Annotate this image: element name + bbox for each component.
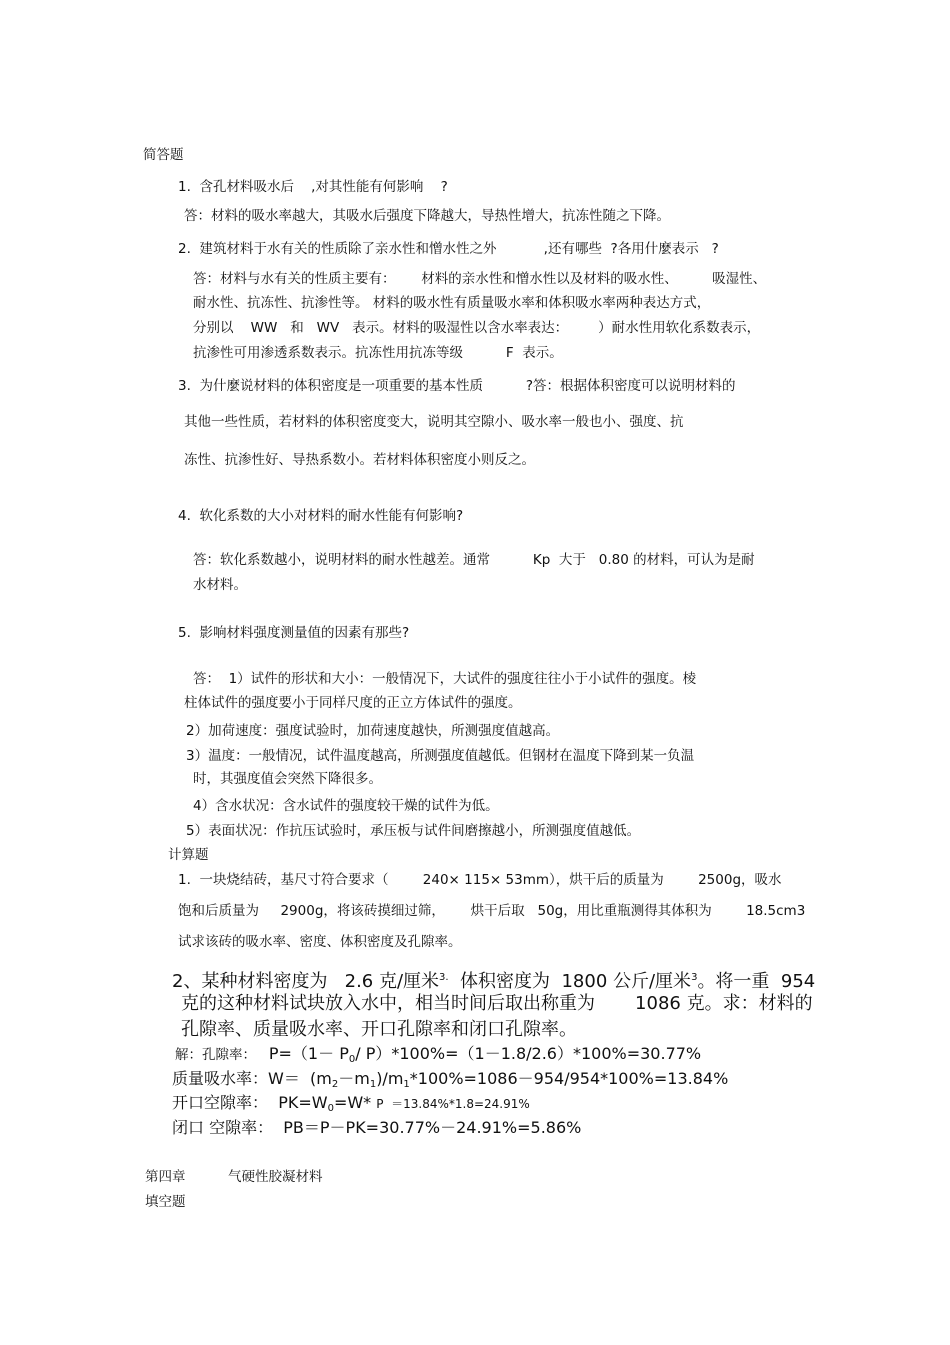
chapter-label: 第四章 [145, 1169, 186, 1185]
open-porosity-formula: P ＝13.84%*1.8=24.91% [376, 1097, 530, 1111]
water-absorption-label: 质量吸水率： [172, 1069, 269, 1088]
calc-2-text: 体积密度为 1800 公斤/厘米 [448, 971, 692, 992]
calc-heading: 计算题 [168, 847, 209, 863]
calc-1-line: 饱和后质量为 2900g，将该砖摸细过筛， 烘干后取 50g，用比重瓶测得其体积为 18.5cm3 [178, 903, 806, 919]
short-answer-heading: 简答题 [143, 147, 184, 163]
question-3-line: 其他一些性质，若材料的体积密度变大，说明其空隙小、吸水率一般也小、强度、抗 [184, 414, 684, 430]
answer-5-line: 3）温度：一般情况，试件温度越高，所测强度值越低。但钢材在温度下降到某一负温 [186, 748, 695, 764]
calc-2-line-2: 克的这种材料试块放入水中，相当时间后取出称重为 1086 克。求：材料的 [181, 993, 813, 1014]
calc-2-text: 。将一重 954 [697, 971, 816, 992]
answer-2-line: 分别以 WW 和 WV 表示。材料的吸湿性以含水率表达： ）耐水性用软化系数表示， [193, 320, 761, 336]
answer-2-line: 答：材料与水有关的性质主要有： 材料的亲水性和憎水性以及材料的吸水性、 吸湿性、 [193, 271, 767, 287]
water-absorption-formula: －m [338, 1069, 370, 1088]
calc-2-superscript: 3. [439, 972, 449, 983]
answer-5-line: 答： 1）试件的形状和大小：一般情况下，大试件的强度往往小于小试件的强度。棱 [193, 671, 697, 687]
calc-2-superscript: 3 [691, 972, 698, 983]
answer-5-line: 2）加荷速度：强度试验时，加荷速度越快，所测强度值越高。 [186, 723, 560, 739]
answer-5-line: 5）表面状况：作抗压试验时，承压板与试件间磨擦越小，所测强度值越低。 [186, 823, 641, 839]
solution-porosity [175, 1044, 701, 1069]
open-porosity-formula: =W* [333, 1093, 377, 1112]
answer-5-line: 4）含水状况：含水试件的强度较干燥的试件为低。 [193, 798, 499, 814]
answer-4-line: 水材料。 [193, 577, 247, 593]
answer-4-line: 答：软化系数越小，说明材料的耐水性越差。通常 Kp 大于 0.80 的材料，可认为是耐 [193, 552, 755, 568]
formula-subscript: 1 [369, 1079, 377, 1090]
chapter-title: 气硬性胶凝材料 [228, 1169, 323, 1185]
question-4: 4. 软化系数的大小对材料的耐水性能有何影响? [178, 508, 464, 524]
question-3-line: 3. 为什麼说材料的体积密度是一项重要的基本性质 ?答：根据体积密度可以说明材料的 [178, 378, 736, 394]
water-absorption-formula: *100%=1086－954/954*100%=13.84% [409, 1069, 729, 1088]
solution-open-porosity [172, 1093, 530, 1119]
answer-5-line: 柱体试件的强度要小于同样尺度的正立方体试件的强度。 [184, 695, 522, 711]
answer-5-line: 时，其强度值会突然下降很多。 [193, 771, 382, 787]
formula-subscript: 1 [403, 1079, 410, 1090]
question-1: 1. 含孔材料吸水后 ,对其性能有何影响 ? [178, 179, 448, 195]
question-2: 2. 建筑材料于水有关的性质除了亲水性和憎水性之外 ,还有哪些 ?各用什麼表示 ? [178, 241, 719, 257]
answer-1: 答：材料的吸水率越大，其吸水后强度下降越大，导热性增大，抗冻性随之下降。 [184, 208, 670, 224]
porosity-formula: P=（1－ P [268, 1044, 349, 1063]
calc-2-line-3: 孔隙率、质量吸水率、开口孔隙率和闭口孔隙率。 [181, 1019, 577, 1040]
fill-blank-heading: 填空题 [145, 1194, 186, 1210]
water-absorption-formula: )/m [376, 1069, 404, 1088]
formula-subscript: 0 [348, 1054, 356, 1065]
solution-water-absorption [172, 1069, 728, 1095]
formula-subscript: 2 [331, 1079, 339, 1090]
question-3-line: 冻性、抗渗性好、导热系数小。若材料体积密度小则反之。 [184, 452, 535, 468]
answer-2-line: 抗渗性可用渗透系数表示。抗冻性用抗冻等级 F 表示。 [193, 345, 563, 361]
porosity-formula-rest: / P）*100%=（1－1.8/2.6）*100%=30.77% [355, 1044, 702, 1063]
question-5: 5. 影响材料强度测量值的因素有那些? [178, 625, 410, 641]
formula-subscript: 0 [327, 1103, 334, 1114]
calc-1-line: 试求该砖的吸水率、密度、体积密度及孔隙率。 [178, 934, 462, 950]
calc-2-line-1 [172, 966, 815, 994]
closed-porosity-formula: PB＝P－PK=30.77%－24.91%=5.86% [273, 1118, 582, 1137]
solution-closed-porosity [172, 1118, 581, 1138]
open-porosity-label: 开口空隙率： [172, 1093, 269, 1112]
water-absorption-formula: W＝ (m [268, 1069, 332, 1088]
solution-label: 解：孔隙率： [175, 1047, 269, 1063]
answer-2-line: 耐水性、抗冻性、抗渗性等。 材料的吸水性有质量吸水率和体积吸水率两种表达方式， [193, 295, 711, 311]
calc-2-text: 2、某种材料密度为 2.6 克/厘米 [172, 971, 440, 992]
closed-porosity-label: 闭口 空隙率： [172, 1118, 274, 1137]
calc-1-line: 1. 一块烧结砖，基尺寸符合要求（ 240× 115× 53mm），烘干后的质量为 2500g，吸水 [178, 872, 782, 888]
open-porosity-formula: PK=W [268, 1093, 328, 1112]
